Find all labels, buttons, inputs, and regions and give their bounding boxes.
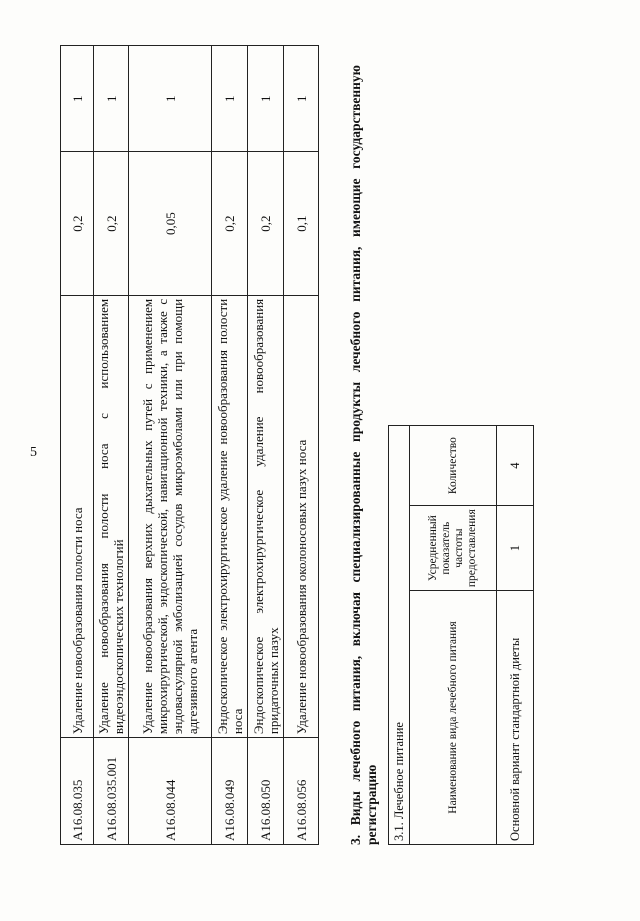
table-row — [129, 46, 212, 845]
rotated-page-content — [60, 45, 520, 845]
service-frequency: 0,1 — [284, 152, 319, 295]
service-code: A16.08.056 — [284, 738, 319, 845]
table-row — [212, 46, 248, 845]
service-frequency: 0,2 — [61, 152, 94, 295]
table-row — [497, 426, 534, 845]
service-count: 1 — [94, 46, 129, 153]
services-table — [60, 45, 319, 845]
service-name: Удаление новообразования полости носа — [61, 295, 94, 737]
service-count: 1 — [284, 46, 319, 153]
table-subheading-row — [389, 426, 410, 845]
service-code: A16.08.044 — [129, 738, 212, 845]
service-count: 1 — [212, 46, 248, 153]
service-name: Эндоскопическое электрохирургическое удаление новообразования придаточных пазух — [248, 295, 284, 737]
table-row — [284, 46, 319, 845]
diet-subheading: 3.1. Лечебное питание — [389, 426, 410, 845]
service-name: Удаление новообразования верхних дыхательных путей с применением микрохирургической, эндоскопической, навигационной техники, а также с эндоваскулярной эмболизацией сосудов микроэмболами или при помощи адгезивного агента — [129, 295, 212, 737]
service-name: Эндоскопическое электрохирургическое удаление новообразования полости носа — [212, 295, 248, 737]
section-heading: 3. Виды лечебного питания, включая специализированные продукты лечебного питания, имеющие государственную регистрацию — [348, 65, 379, 845]
service-count: 1 — [129, 46, 212, 153]
table-row — [248, 46, 284, 845]
diet-frequency: 1 — [497, 506, 534, 591]
service-code: A16.08.035.001 — [94, 738, 129, 845]
service-frequency: 0,2 — [94, 152, 129, 295]
diet-name: Основной вариант стандартной диеты — [497, 591, 534, 845]
table-row — [94, 46, 129, 845]
page-number: 5 — [30, 445, 37, 460]
diet-table — [388, 425, 534, 845]
service-frequency: 0,05 — [129, 152, 212, 295]
table-row — [61, 46, 94, 845]
service-code: A16.08.049 — [212, 738, 248, 845]
service-code: A16.08.050 — [248, 738, 284, 845]
service-count: 1 — [61, 46, 94, 153]
service-code: A16.08.035 — [61, 738, 94, 845]
service-frequency: 0,2 — [212, 152, 248, 295]
diet-count: 4 — [497, 426, 534, 506]
service-frequency: 0,2 — [248, 152, 284, 295]
service-name: Удаление новообразования полости носа с использованием видеоэндоскопических технологий — [94, 295, 129, 737]
service-name: Удаление новообразования околоносовых пазух носа — [284, 295, 319, 737]
header-count: Количество — [410, 426, 497, 506]
service-count: 1 — [248, 46, 284, 153]
table-header-row — [410, 426, 497, 845]
header-diet-name: Наименование вида лечебного питания — [410, 591, 497, 845]
header-frequency: Усредненный показатель частоты предоставления — [410, 506, 497, 591]
